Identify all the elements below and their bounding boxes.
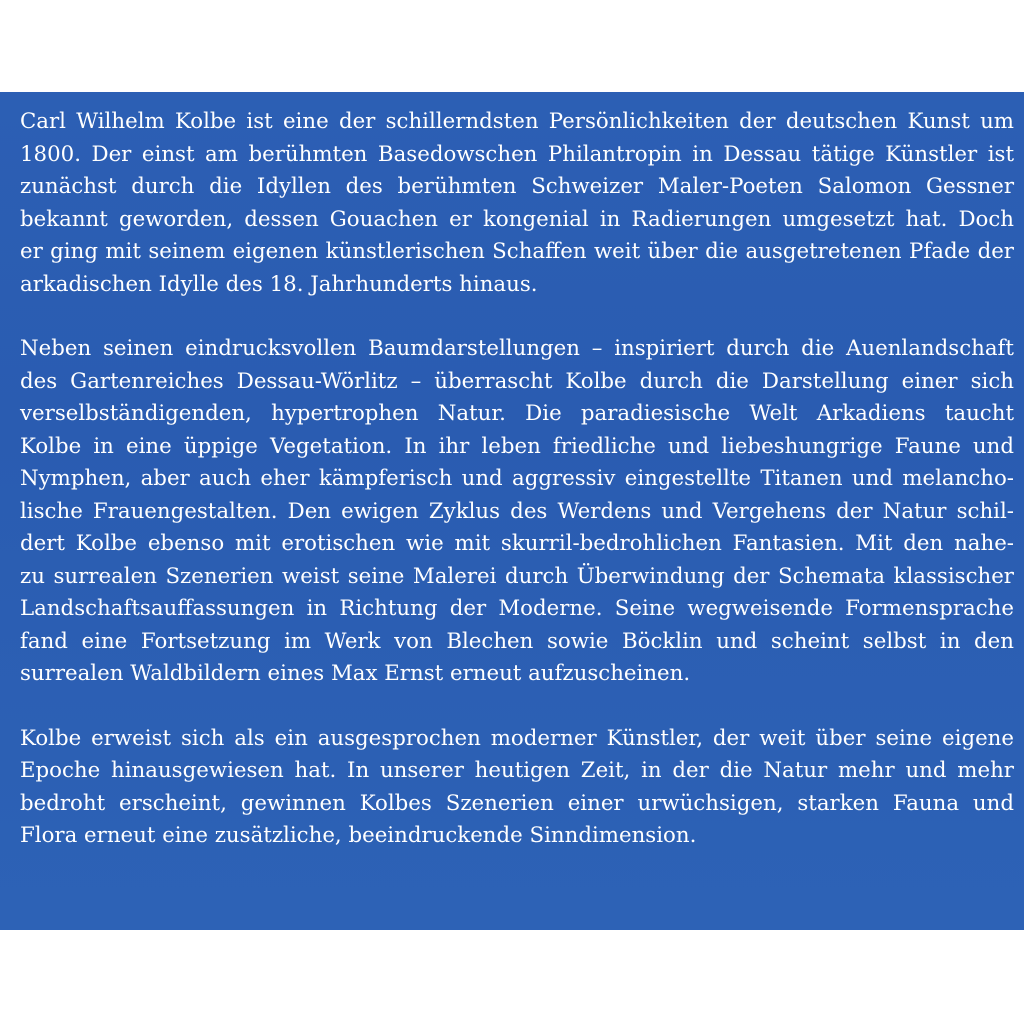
text-line: er ging mit seinem eigenen künstlerischen Schaffen weit über die ausgetretenen Pfade der: [20, 239, 1014, 264]
paragraph-gap: [20, 691, 1024, 723]
text-line: Kolbe in eine üppige Vegetation. In ihr leben friedliche und liebeshungrige Faune und: [20, 433, 1014, 459]
text-line: arkadischen Idylle des 18. Jahrhunderts hinaus.: [20, 271, 538, 297]
text-line: zu surrealen Szenerien weist seine Malerei durch Überwindung der Schemata klassischer: [20, 563, 1014, 589]
text-line: lische Frauengestalten. Den ewigen Zyklus des Werdens und Vergehens der Natur schil-: [20, 498, 1014, 524]
text-line: Kolbe erweist sich als ein ausgesprochen moderner Künstler, der weit über seine eigene: [20, 725, 1014, 751]
text-line: Nymphen, aber auch eher kämpferisch und aggressiv eingestellte Titanen und melancho-: [20, 466, 1014, 491]
text-line: bedroht erscheint, gewinnen Kolbes Szenerien einer urwüchsigen, starken Fauna und: [20, 790, 1014, 816]
text-line: Neben seinen eindrucksvollen Baumdarstellungen – inspiriert durch die Auenlandschaft: [20, 336, 1014, 361]
text-line: Carl Wilhelm Kolbe ist eine der schillerndsten Persönlichkeiten der deutschen Kunst um: [20, 109, 1014, 134]
text-line: surrealen Waldbildern eines Max Ernst erneut aufzuscheinen.: [20, 661, 691, 686]
text-line: Epoche hinausgewiesen hat. In unserer heutigen Zeit, in der die Natur mehr und mehr: [20, 758, 1014, 783]
text-line: Flora erneut eine zusätzliche, beeindruckende Sinndimension.: [20, 823, 697, 848]
text-line: des Gartenreiches Dessau-Wörlitz – überrascht Kolbe durch die Darstellung einer sich: [20, 368, 1014, 394]
text-line: fand eine Fortsetzung im Werk von Blechen sowie Böcklin und scheint selbst in den: [20, 628, 1014, 654]
paragraph-3: [20, 723, 1014, 853]
text-line: dert Kolbe ebenso mit erotischen wie mit skurril-bedrohlichen Fantasien. Mit den nahe-: [20, 531, 1014, 556]
blue-text-panel: [0, 92, 1024, 930]
text-line: verselbständigenden, hypertrophen Natur. Die paradiesische Welt Arkadiens taucht: [20, 401, 1014, 426]
paragraph-gap: [20, 301, 1024, 333]
text-line: zunächst durch die Idyllen des berühmten Schweizer Maler-Poeten Salomon Gessner: [20, 174, 1014, 199]
text-line: bekannt geworden, dessen Gouachen er kongenial in Radierungen umgesetzt hat. Doch: [20, 206, 1014, 232]
paragraph-2: [20, 333, 1014, 691]
text-line: 1800. Der einst am berühmten Basedowschen Philantropin in Dessau tätige Künstler ist: [20, 141, 1014, 167]
text-line: Landschaftsauffassungen in Richtung der Moderne. Seine wegweisende Formensprache: [20, 596, 1014, 621]
paragraph-1: [20, 106, 1014, 301]
